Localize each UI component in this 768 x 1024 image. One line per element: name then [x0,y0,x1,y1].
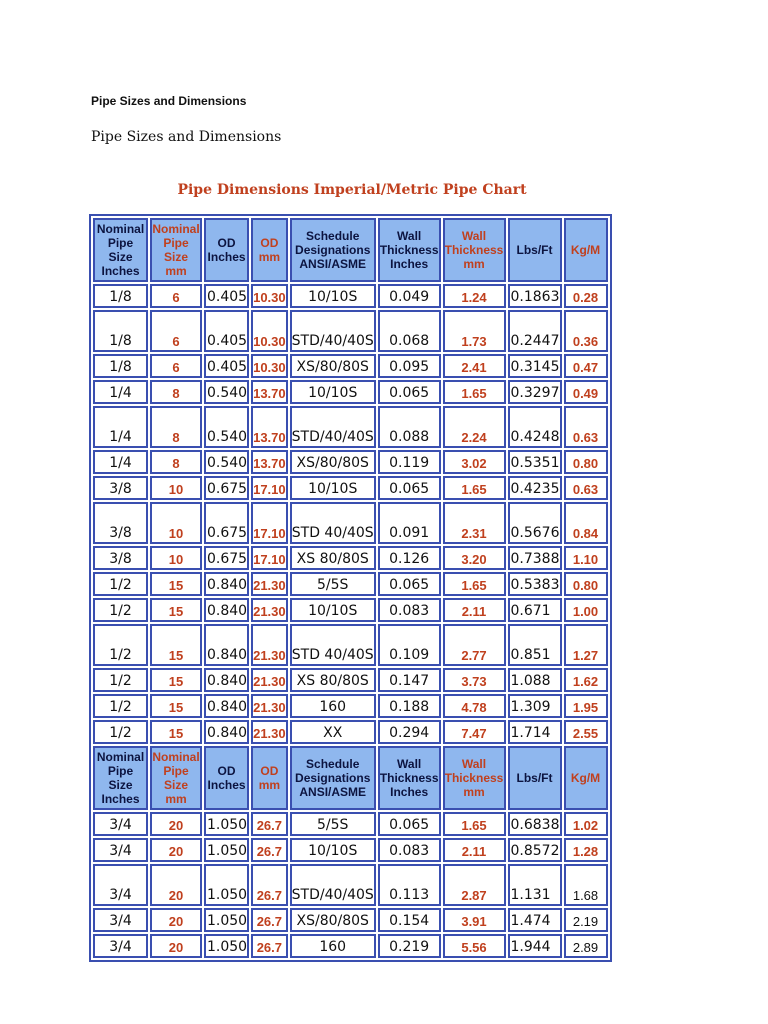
cell-wall-inches: 0.095 [378,354,441,378]
table-row [93,284,608,308]
cell-nominal-size-inches: 3/8 [93,502,148,544]
table-row [93,908,608,932]
cell-od-inches: 0.540 [204,450,249,474]
cell-lbs-per-ft: 1.714 [508,720,562,744]
cell-od-mm: 26.7 [251,838,288,862]
cell-kg-per-m: 1.68 [564,864,608,906]
cell-nominal-size-mm: 8 [150,380,202,404]
cell-lbs-per-ft: 0.3297 [508,380,562,404]
table-row [93,812,608,836]
cell-od-inches: 0.405 [204,284,249,308]
cell-wall-mm: 3.02 [443,450,506,474]
cell-wall-mm: 2.11 [443,598,506,622]
cell-schedule: 160 [290,934,376,958]
cell-lbs-per-ft: 0.671 [508,598,562,622]
cell-wall-mm: 2.41 [443,354,506,378]
cell-nominal-size-mm: 20 [150,934,202,958]
cell-od-inches: 1.050 [204,934,249,958]
cell-lbs-per-ft: 0.7388 [508,546,562,570]
cell-nominal-size-mm: 6 [150,354,202,378]
cell-nominal-size-inches: 1/2 [93,694,148,718]
cell-wall-inches: 0.109 [378,624,441,666]
cell-od-inches: 0.840 [204,694,249,718]
cell-od-mm: 26.7 [251,908,288,932]
header-wall-inches: Wall Thickness Inches [378,746,441,810]
cell-schedule: STD 40/40S [290,624,376,666]
cell-lbs-per-ft: 0.2447 [508,310,562,352]
cell-nominal-size-mm: 20 [150,838,202,862]
cell-nominal-size-mm: 15 [150,694,202,718]
header-nominal-size-mm: Nominal Pipe Size mm [150,746,202,810]
header-nominal-size-inches: Nominal Pipe Size Inches [93,218,148,282]
cell-schedule: 10/10S [290,598,376,622]
cell-nominal-size-mm: 10 [150,546,202,570]
cell-lbs-per-ft: 0.5676 [508,502,562,544]
cell-nominal-size-mm: 15 [150,572,202,596]
cell-nominal-size-inches: 1/4 [93,450,148,474]
cell-nominal-size-mm: 10 [150,476,202,500]
table-row [93,310,608,352]
cell-nominal-size-mm: 10 [150,502,202,544]
cell-schedule: 160 [290,694,376,718]
cell-od-mm: 10.30 [251,310,288,352]
cell-lbs-per-ft: 1.474 [508,908,562,932]
table-row [93,668,608,692]
table-header-row [93,746,608,810]
cell-od-inches: 0.840 [204,624,249,666]
cell-lbs-per-ft: 0.8572 [508,838,562,862]
table-row [93,598,608,622]
cell-lbs-per-ft: 1.088 [508,668,562,692]
cell-kg-per-m: 0.84 [564,502,608,544]
table-row [93,934,608,958]
cell-wall-mm: 2.87 [443,864,506,906]
cell-schedule: 10/10S [290,476,376,500]
cell-wall-inches: 0.091 [378,502,441,544]
cell-nominal-size-inches: 3/4 [93,838,148,862]
table-row [93,450,608,474]
cell-od-inches: 1.050 [204,812,249,836]
cell-schedule: STD/40/40S [290,310,376,352]
header-wall-inches: Wall Thickness Inches [378,218,441,282]
cell-lbs-per-ft: 1.944 [508,934,562,958]
header-od-mm: OD mm [251,746,288,810]
cell-kg-per-m: 0.63 [564,406,608,448]
chart-title: Pipe Dimensions Imperial/Metric Pipe Chart [177,182,527,198]
cell-wall-inches: 0.049 [378,284,441,308]
header-od-inches: OD Inches [204,218,249,282]
cell-od-mm: 17.10 [251,546,288,570]
cell-wall-inches: 0.119 [378,450,441,474]
pipe-dimensions-table [89,214,612,962]
header-kg-per-m: Kg/M [564,746,608,810]
cell-lbs-per-ft: 1.131 [508,864,562,906]
cell-kg-per-m: 1.62 [564,668,608,692]
cell-schedule: XS 80/80S [290,546,376,570]
cell-wall-mm: 3.73 [443,668,506,692]
cell-wall-mm: 1.24 [443,284,506,308]
cell-nominal-size-inches: 1/2 [93,720,148,744]
header-kg-per-m: Kg/M [564,218,608,282]
header-nominal-size-mm: Nominal Pipe Size mm [150,218,202,282]
table-row [93,502,608,544]
header-lbs-per-ft: Lbs/Ft [508,218,562,282]
table-row [93,546,608,570]
cell-nominal-size-mm: 20 [150,864,202,906]
cell-od-mm: 26.7 [251,864,288,906]
header-schedule: Schedule Designations ANSI/ASME [290,746,376,810]
cell-od-inches: 0.840 [204,598,249,622]
cell-schedule: XS/80/80S [290,450,376,474]
cell-od-inches: 0.540 [204,406,249,448]
header-od-mm: OD mm [251,218,288,282]
cell-od-mm: 21.30 [251,598,288,622]
cell-nominal-size-inches: 1/8 [93,310,148,352]
cell-kg-per-m: 0.36 [564,310,608,352]
cell-nominal-size-mm: 20 [150,812,202,836]
cell-nominal-size-mm: 20 [150,908,202,932]
cell-nominal-size-mm: 15 [150,624,202,666]
cell-lbs-per-ft: 1.309 [508,694,562,718]
cell-lbs-per-ft: 0.5383 [508,572,562,596]
document-heading: Pipe Sizes and Dimensions [91,129,282,145]
cell-wall-mm: 5.56 [443,934,506,958]
cell-wall-mm: 2.31 [443,502,506,544]
table-row [93,694,608,718]
cell-schedule: 10/10S [290,380,376,404]
cell-schedule: 5/5S [290,812,376,836]
cell-wall-inches: 0.065 [378,380,441,404]
table-row [93,624,608,666]
table-row [93,720,608,744]
cell-od-inches: 0.675 [204,546,249,570]
cell-od-inches: 0.405 [204,354,249,378]
cell-nominal-size-inches: 3/8 [93,476,148,500]
cell-od-inches: 0.675 [204,476,249,500]
cell-nominal-size-mm: 6 [150,310,202,352]
cell-wall-inches: 0.068 [378,310,441,352]
cell-kg-per-m: 2.19 [564,908,608,932]
cell-kg-per-m: 0.80 [564,572,608,596]
table-header-row [93,218,608,282]
cell-nominal-size-inches: 1/4 [93,380,148,404]
table-row [93,406,608,448]
table-row [93,838,608,862]
cell-od-inches: 1.050 [204,908,249,932]
cell-wall-inches: 0.065 [378,812,441,836]
table-row [93,476,608,500]
header-wall-mm: Wall Thickness mm [443,746,506,810]
cell-kg-per-m: 0.28 [564,284,608,308]
cell-wall-mm: 1.73 [443,310,506,352]
cell-lbs-per-ft: 0.5351 [508,450,562,474]
cell-wall-mm: 2.11 [443,838,506,862]
cell-wall-inches: 0.154 [378,908,441,932]
cell-od-mm: 26.7 [251,812,288,836]
cell-schedule: 10/10S [290,284,376,308]
cell-lbs-per-ft: 0.6838 [508,812,562,836]
cell-kg-per-m: 1.10 [564,546,608,570]
cell-nominal-size-inches: 1/2 [93,598,148,622]
cell-wall-inches: 0.083 [378,598,441,622]
cell-kg-per-m: 0.47 [564,354,608,378]
cell-nominal-size-mm: 15 [150,668,202,692]
cell-wall-mm: 1.65 [443,380,506,404]
cell-od-inches: 0.405 [204,310,249,352]
cell-schedule: STD/40/40S [290,864,376,906]
cell-od-mm: 26.7 [251,934,288,958]
cell-wall-inches: 0.065 [378,572,441,596]
cell-od-inches: 1.050 [204,838,249,862]
table-row [93,572,608,596]
cell-lbs-per-ft: 0.1863 [508,284,562,308]
cell-schedule: XX [290,720,376,744]
cell-wall-inches: 0.188 [378,694,441,718]
cell-od-mm: 13.70 [251,450,288,474]
cell-wall-mm: 3.20 [443,546,506,570]
cell-kg-per-m: 2.55 [564,720,608,744]
cell-wall-mm: 4.78 [443,694,506,718]
cell-od-mm: 13.70 [251,380,288,404]
cell-wall-mm: 1.65 [443,812,506,836]
cell-od-inches: 0.540 [204,380,249,404]
cell-schedule: XS/80/80S [290,908,376,932]
cell-schedule: XS 80/80S [290,668,376,692]
cell-nominal-size-mm: 8 [150,406,202,448]
cell-wall-inches: 0.294 [378,720,441,744]
cell-kg-per-m: 1.00 [564,598,608,622]
cell-lbs-per-ft: 0.4235 [508,476,562,500]
cell-kg-per-m: 0.80 [564,450,608,474]
cell-nominal-size-inches: 3/4 [93,934,148,958]
cell-od-mm: 17.10 [251,502,288,544]
cell-wall-inches: 0.065 [378,476,441,500]
cell-od-inches: 0.840 [204,720,249,744]
cell-nominal-size-inches: 1/8 [93,354,148,378]
cell-wall-mm: 7.47 [443,720,506,744]
cell-nominal-size-inches: 1/4 [93,406,148,448]
cell-nominal-size-mm: 15 [150,720,202,744]
cell-od-inches: 0.675 [204,502,249,544]
cell-schedule: 5/5S [290,572,376,596]
header-schedule: Schedule Designations ANSI/ASME [290,218,376,282]
cell-od-inches: 0.840 [204,668,249,692]
cell-od-mm: 21.30 [251,624,288,666]
table-row [93,380,608,404]
cell-nominal-size-mm: 6 [150,284,202,308]
cell-lbs-per-ft: 0.4248 [508,406,562,448]
header-nominal-size-inches: Nominal Pipe Size Inches [93,746,148,810]
cell-nominal-size-mm: 15 [150,598,202,622]
cell-schedule: STD 40/40S [290,502,376,544]
cell-wall-inches: 0.088 [378,406,441,448]
cell-nominal-size-inches: 3/4 [93,864,148,906]
cell-kg-per-m: 1.27 [564,624,608,666]
cell-lbs-per-ft: 0.3145 [508,354,562,378]
cell-nominal-size-mm: 8 [150,450,202,474]
cell-wall-inches: 0.147 [378,668,441,692]
cell-schedule: STD/40/40S [290,406,376,448]
cell-wall-mm: 1.65 [443,476,506,500]
cell-nominal-size-inches: 3/8 [93,546,148,570]
cell-nominal-size-inches: 3/4 [93,812,148,836]
cell-od-inches: 0.840 [204,572,249,596]
cell-od-mm: 21.30 [251,668,288,692]
cell-wall-inches: 0.219 [378,934,441,958]
cell-od-inches: 1.050 [204,864,249,906]
cell-wall-mm: 2.77 [443,624,506,666]
cell-schedule: XS/80/80S [290,354,376,378]
cell-od-mm: 13.70 [251,406,288,448]
cell-kg-per-m: 2.89 [564,934,608,958]
table-row [93,354,608,378]
cell-kg-per-m: 1.95 [564,694,608,718]
cell-kg-per-m: 1.02 [564,812,608,836]
cell-lbs-per-ft: 0.851 [508,624,562,666]
cell-od-mm: 10.30 [251,354,288,378]
cell-od-mm: 21.30 [251,694,288,718]
cell-od-mm: 21.30 [251,572,288,596]
cell-wall-mm: 3.91 [443,908,506,932]
cell-wall-mm: 2.24 [443,406,506,448]
cell-od-mm: 10.30 [251,284,288,308]
cell-wall-inches: 0.083 [378,838,441,862]
cell-nominal-size-inches: 1/2 [93,668,148,692]
header-od-inches: OD Inches [204,746,249,810]
cell-nominal-size-inches: 1/2 [93,572,148,596]
header-wall-mm: Wall Thickness mm [443,218,506,282]
cell-kg-per-m: 0.63 [564,476,608,500]
header-lbs-per-ft: Lbs/Ft [508,746,562,810]
cell-od-mm: 21.30 [251,720,288,744]
table-row [93,864,608,906]
cell-nominal-size-inches: 1/8 [93,284,148,308]
cell-kg-per-m: 1.28 [564,838,608,862]
cell-wall-inches: 0.126 [378,546,441,570]
cell-nominal-size-inches: 3/4 [93,908,148,932]
cell-wall-inches: 0.113 [378,864,441,906]
cell-wall-mm: 1.65 [443,572,506,596]
cell-od-mm: 17.10 [251,476,288,500]
cell-kg-per-m: 0.49 [564,380,608,404]
cell-nominal-size-inches: 1/2 [93,624,148,666]
cell-schedule: 10/10S [290,838,376,862]
document-heading-small: Pipe Sizes and Dimensions [91,94,247,108]
